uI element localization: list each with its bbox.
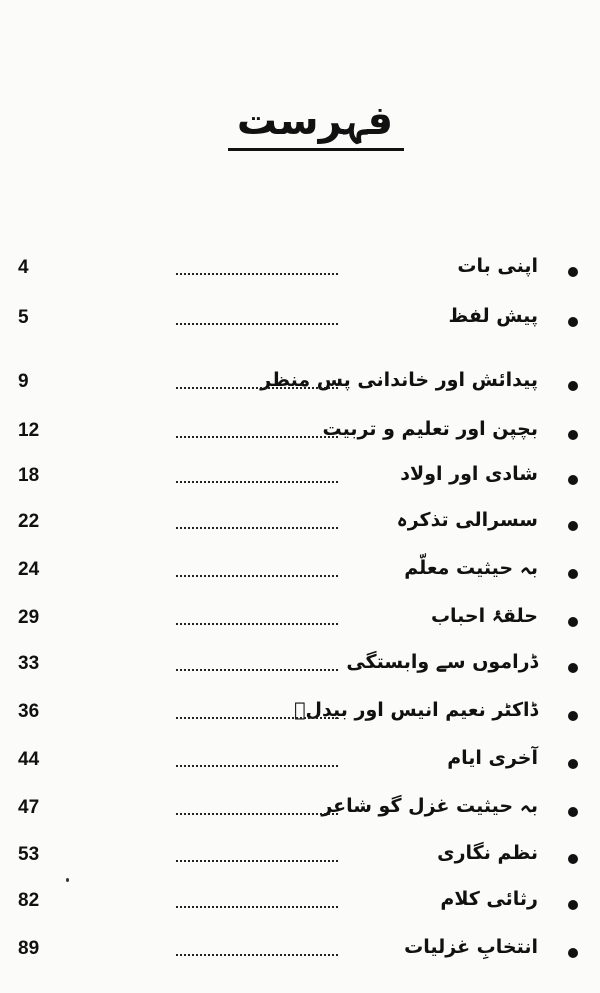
toc-entry-title: پیش لفظ <box>448 305 538 327</box>
bullet-icon <box>568 948 578 958</box>
toc-entry-title: نظم نگاری <box>437 842 538 864</box>
toc-row[interactable] <box>0 555 600 595</box>
toc-entry-title: آخری ایام <box>447 747 538 769</box>
page-title: فہرست <box>236 98 394 144</box>
toc-entry-title: ڈراموں سے وابستگی <box>346 651 538 673</box>
bullet-icon <box>568 430 578 440</box>
bullet-icon <box>568 381 578 391</box>
toc-row[interactable] <box>0 840 600 880</box>
bullet-icon <box>568 521 578 531</box>
ink-speck <box>66 878 69 882</box>
toc-row[interactable] <box>0 507 600 547</box>
bullet-icon <box>568 900 578 910</box>
toc-entry-title: شادی اور اولاد <box>400 463 538 485</box>
toc-row[interactable] <box>0 934 600 974</box>
toc-page-number: 47 <box>18 797 40 818</box>
dot-leader <box>176 323 338 325</box>
dot-leader <box>176 669 338 671</box>
bullet-icon <box>568 475 578 485</box>
toc-entry-title: بچپن اور تعلیم و تربیت <box>322 418 538 440</box>
toc-row[interactable] <box>0 745 600 785</box>
toc-entry-title: رثائی کلام <box>440 888 538 910</box>
toc-page-number: 36 <box>18 701 40 722</box>
dot-leader <box>176 860 338 862</box>
toc-row[interactable] <box>0 416 600 456</box>
toc-row[interactable] <box>0 253 600 293</box>
toc-page-number: 5 <box>18 307 29 328</box>
toc-page-number: 33 <box>18 653 40 674</box>
dot-leader <box>176 387 338 389</box>
bullet-icon <box>568 569 578 579</box>
bullet-icon <box>568 317 578 327</box>
toc-page-number: 4 <box>18 257 29 278</box>
dot-leader <box>176 436 338 438</box>
dot-leader <box>176 954 338 956</box>
bullet-icon <box>568 854 578 864</box>
title-underline <box>228 148 404 151</box>
toc-entry-title: ڈاکٹر نعیم انیس اور بیدلؔ <box>294 699 538 721</box>
bullet-icon <box>568 663 578 673</box>
dot-leader <box>176 717 338 719</box>
toc-entry-title: اپنی بات <box>457 255 538 277</box>
dot-leader <box>176 623 338 625</box>
toc-page-number: 22 <box>18 511 40 532</box>
toc-entry-title: بہ حیثیت معلّم <box>404 557 538 579</box>
dot-leader <box>176 527 338 529</box>
toc-row[interactable] <box>0 461 600 501</box>
toc-page-number: 24 <box>18 559 40 580</box>
dot-leader <box>176 906 338 908</box>
toc-entry-title: حلقۂ احباب <box>430 605 538 627</box>
dot-leader <box>176 765 338 767</box>
dot-leader <box>176 273 338 275</box>
toc-entry-title: پیدائش اور خاندانی پس منظر <box>260 369 538 391</box>
bullet-icon <box>568 617 578 627</box>
toc-entry-title: انتخابِ غزلیات <box>404 936 538 958</box>
toc-page-number: 82 <box>18 890 40 911</box>
toc-row[interactable] <box>0 697 600 737</box>
bullet-icon <box>568 711 578 721</box>
toc-page-number: 53 <box>18 844 40 865</box>
toc-entry-title: سسرالی تذکرہ <box>396 509 538 531</box>
toc-entry-title: بہ حیثیت غزل گو شاعر <box>321 795 538 817</box>
toc-page-number: 44 <box>18 749 40 770</box>
toc-row[interactable] <box>0 886 600 926</box>
toc-row[interactable] <box>0 793 600 833</box>
toc-page-number: 18 <box>18 465 40 486</box>
toc-row[interactable] <box>0 649 600 689</box>
toc-row[interactable] <box>0 303 600 343</box>
toc-page-number: 12 <box>18 420 40 441</box>
toc-page-number: 9 <box>18 371 29 392</box>
toc-page-number: 29 <box>18 607 40 628</box>
dot-leader <box>176 481 338 483</box>
dot-leader <box>176 813 338 815</box>
bullet-icon <box>568 267 578 277</box>
toc-row[interactable] <box>0 603 600 643</box>
dot-leader <box>176 575 338 577</box>
toc-row[interactable] <box>0 367 600 407</box>
toc-page-number: 89 <box>18 938 40 959</box>
bullet-icon <box>568 807 578 817</box>
bullet-icon <box>568 759 578 769</box>
